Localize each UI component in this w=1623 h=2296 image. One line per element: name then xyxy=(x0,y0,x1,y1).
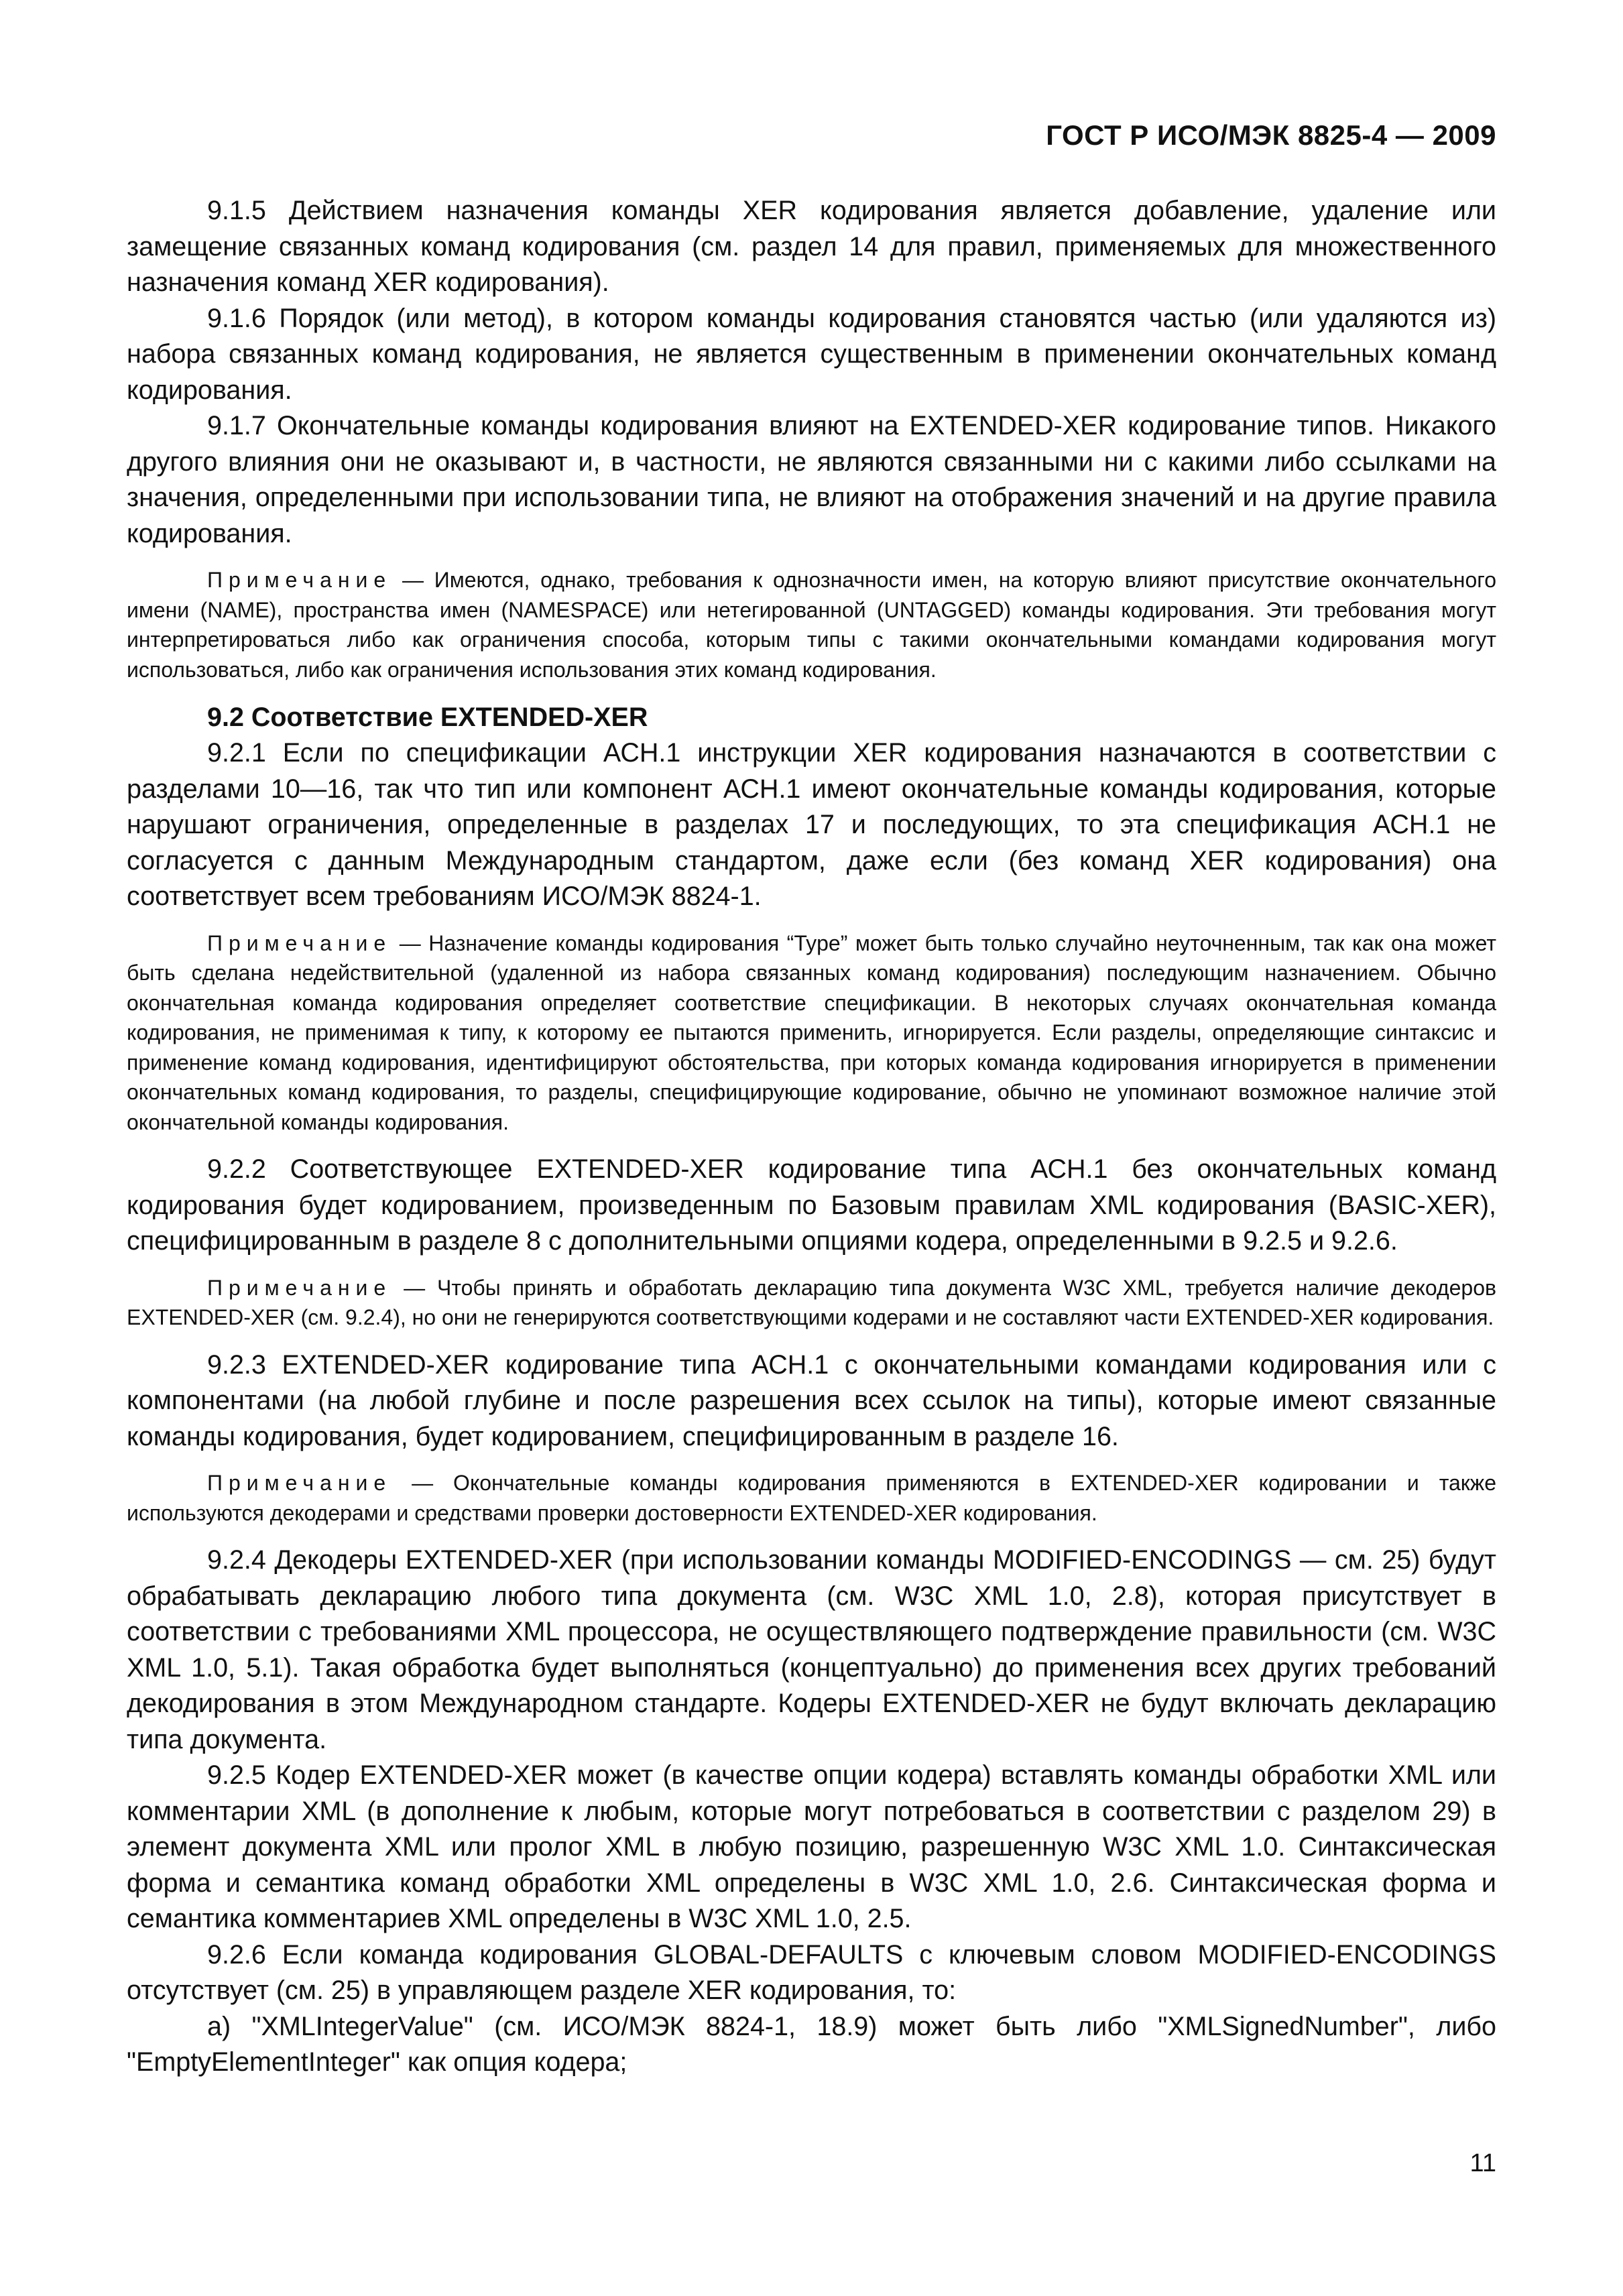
note-paragraph xyxy=(127,565,1496,684)
body-paragraph: 9.2.6 Если команда кодирования GLOBAL-DEFAULTS с ключевым словом MODIFIED-ENCODINGS отсутствует (см. 25) в управляющем разделе XER кодирования, то: xyxy=(127,1939,1496,2005)
note-label: Примечание xyxy=(207,1275,392,1300)
note-text: — Окончательные команды кодирования применяются в EXTENDED-XER кодировании и также используются декодерами и средствами проверки достоверности EXTENDED-XER кодирования. xyxy=(127,1471,1497,1525)
page-header: ГОСТ Р ИСО/МЭК 8825-4 — 2009 xyxy=(1046,119,1496,151)
body-paragraph: 9.2.4 Декодеры EXTENDED-XER (при использовании команды MODIFIED-ENCODINGS — см. 25) будут обрабатывать декларацию любого типа документа (см. W3C XML 1.0, 2.8), которая присутствует в соответствии с требованиями XML процессора, не осуществляющего подтверждение правильности (см. W3C XML 1.0, 5.1). Такая обработка будет выполняться (концептуально) до применения всех других требований декодирования в этом Международном стандарте. Кодеры EXTENDED-XER не будут включать декларацию типа документа. xyxy=(127,1545,1496,1754)
body-paragraph: 9.1.7 Окончательные команды кодирования влияют на EXTENDED-XER кодирование типов. Никакого другого влияния они не оказывают и, в частности, не являются связанными ни с какими либо ссылками на значения, определенными при использовании типа, не влияют на отображения значений и на другие правила кодирования. xyxy=(127,411,1496,548)
body-paragraph: 9.2.3 EXTENDED-XER кодирование типа АСН.1 с окончательными командами кодирования или с компонентами (на любой глубине и после разрешения всех ссылок на типы), которые имеют связанные команды кодирования, будет кодированием, специфицированным в разделе 16. xyxy=(127,1349,1496,1451)
document-body xyxy=(127,193,1496,2081)
note-text: — Имеются, однако, требования к однозначности имен, на которую влияют присутствие окончательного имени (NAME), пространства имен (NAMESPACE) или нетегированной (UNTAGGED) команды кодирования. Эти требования могут интерпретироваться либо как ограничения способа, которым типы с такими окончательными командами кодирования могут использоваться, либо как ограничения использования этих команд кодирования. xyxy=(127,568,1497,682)
note-label: Примечание xyxy=(207,568,392,592)
body-paragraph: 9.2.5 Кодер EXTENDED-XER может (в качестве опции кодера) вставлять команды обработки XML или комментарии XML (в дополнение к любым, которые могут потребоваться в соответствии с разделом 29) в элемент документа XML или пролог XML в любую позицию, разрешенную W3C XML 1.0. Синтаксическая форма и семантика команд обработки XML определены в W3C XML 1.0, 2.6. Синтаксическая форма и семантика комментариев XML определены в W3C XML 1.0, 2.5. xyxy=(127,1760,1496,1933)
note-text: — Назначение команды кодирования “Type” может быть только случайно неуточненным, так как она может быть сделана недействительной (удаленной из набора связанных команд кодирования) последующим назначением. Обычно окончательная команда кодирования определяет соответствие спецификации. В некоторых случаях окончательная команда кодирования, не применимая к типу, к которому ее пытаются применить, игнорируется. Если разделы, определяющие синтаксис и применение команд кодирования, идентифицируют обстоятельства, при которых команда кодирования игнорируется в применении окончательных команд кодирования, то разделы, специфицирующие кодирование, обычно не упоминают возможное наличие этой окончательной команды кодирования. xyxy=(127,930,1497,1134)
page-number: 11 xyxy=(1469,2149,1496,2177)
note-label: Примечание xyxy=(207,930,392,955)
section-heading: 9.2 Соответствие EXTENDED-XER xyxy=(207,703,648,732)
body-paragraph: 9.1.5 Действием назначения команды XER кодирования является добавление, удаление или замещение связанных команд кодирования (см. раздел 14 для правил, применяемых для множественного назначения команд XER кодирования). xyxy=(127,196,1496,297)
body-paragraph: 9.1.6 Порядок (или метод), в котором команды кодирования становятся частью (или удаляются из) набора связанных команд кодирования, не является существенным в применении окончательных команд кодирования. xyxy=(127,303,1496,405)
body-paragraph: 9.2.1 Если по спецификации АСН.1 инструкции XER кодирования назначаются в соответствии с разделами 10—16, так что тип или компонент АСН.1 имеют окончательные команды кодирования, которые нарушают ограничения, определенные в разделах 17 и последующих, то эта спецификация АСН.1 не согласуется с данным Международным стандартом, даже если (без команд XER кодирования) она соответствует всем требованиям ИСО/МЭК 8824-1. xyxy=(127,738,1496,911)
note-text: — Чтобы принять и обработать декларацию типа документа W3C XML, требуется наличие декодеров EXTENDED-XER (см. 9.2.4), но они не генерируются соответствующими кодерами и не составляют части EXTENDED-XER кодирования. xyxy=(127,1275,1497,1329)
note-paragraph xyxy=(127,1273,1496,1333)
body-paragraph: a) "XMLIntegerValue" (см. ИСО/МЭК 8824-1, 18.9) может быть либо "XMLSignedNumber", либо "EmptyElementInteger" как опция кодера; xyxy=(127,2011,1496,2077)
note-paragraph xyxy=(127,928,1496,1138)
body-paragraph: 9.2.2 Соответствующее EXTENDED-XER кодирование типа АСН.1 без окончательных команд кодирования будет кодированием, произведенным по Базовым правилам XML кодирования (BASIC-XER), специфицированным в разделе 8 с дополнительными опциями кодера, определенными в 9.2.5 и 9.2.6. xyxy=(127,1154,1496,1256)
note-label: Примечание xyxy=(207,1471,392,1495)
note-paragraph xyxy=(127,1468,1496,1528)
